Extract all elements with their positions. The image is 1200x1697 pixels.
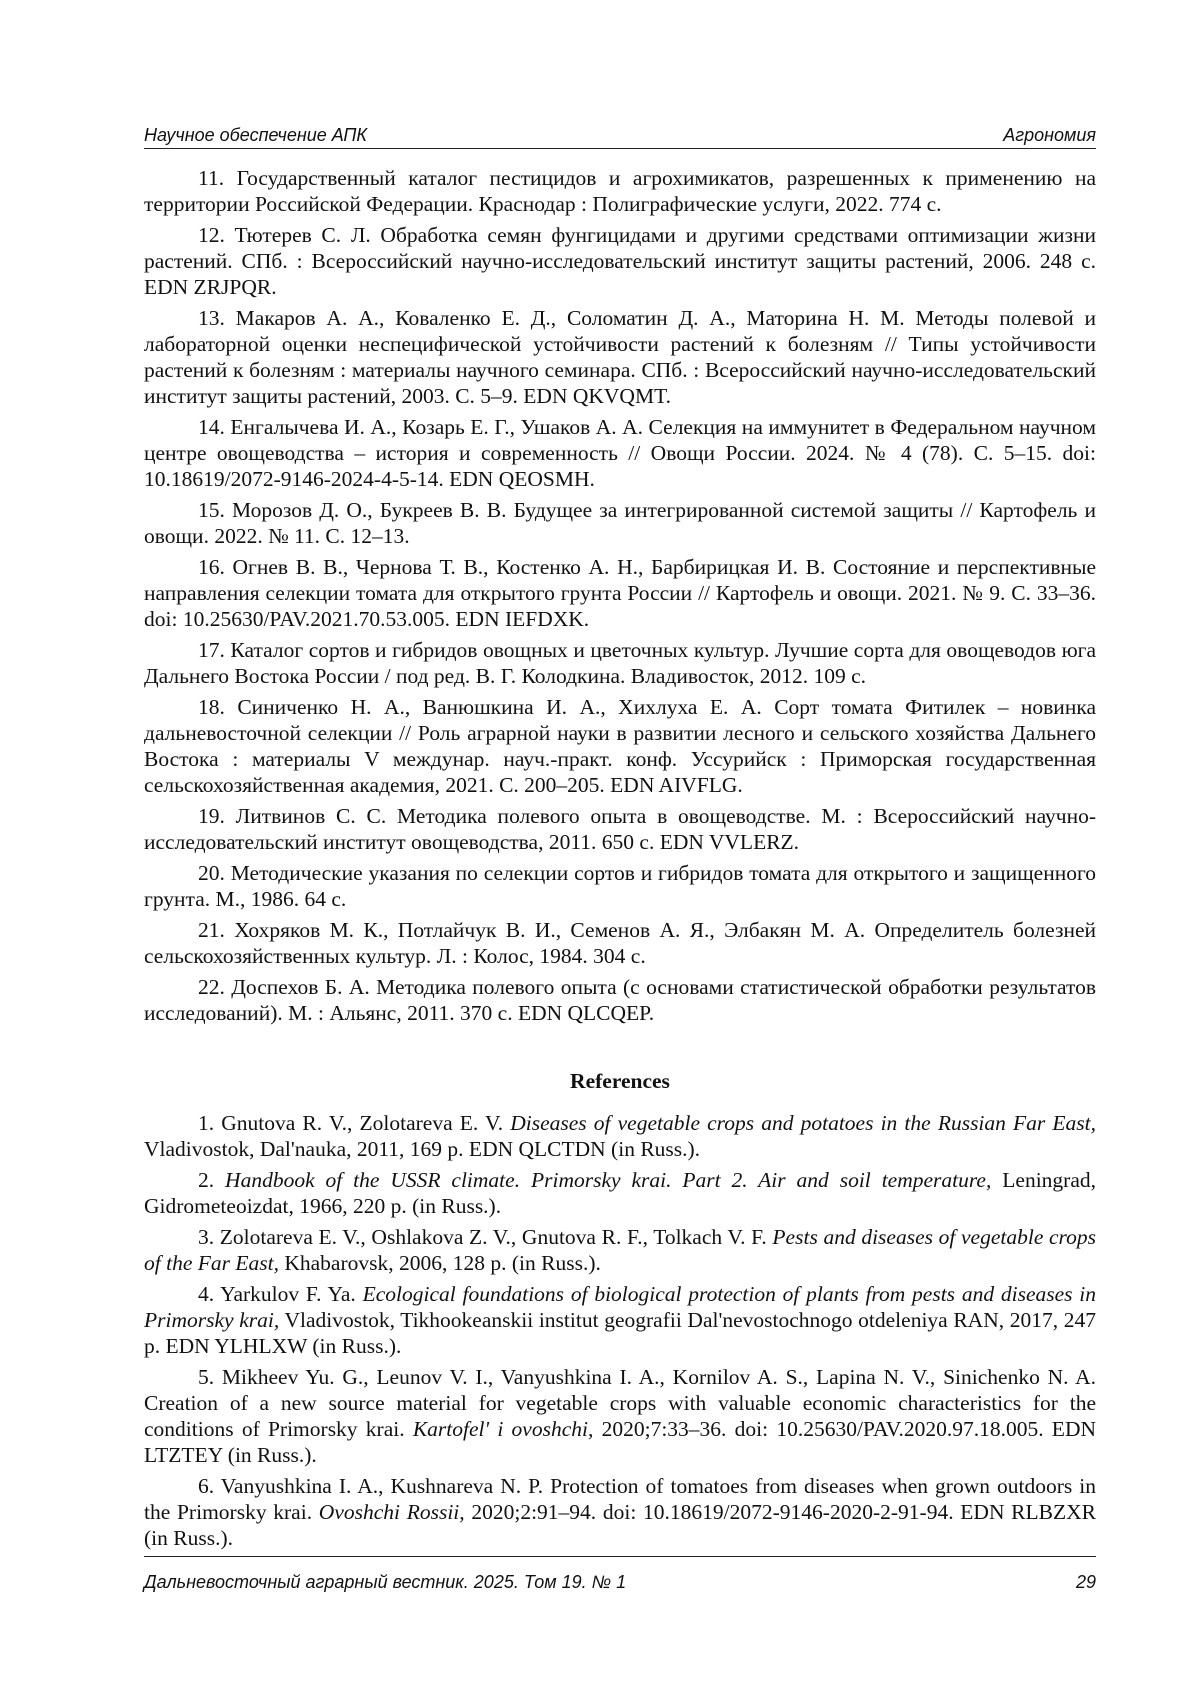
reference-en-6-authors: 6. Vanyushkina I. A., Kushnareva N. P. Protection of tomatoes from diseases when grown outdoors in the Primorsky krai. [144,1474,1096,1524]
reference-ru-14: 14. Енгалычева И. А., Козарь Е. Г., Ушаков А. А. Селекция на иммунитет в Федеральном научном центре овощеводства – история и современность // Овощи России. 2024. № 4 (78). С. 5–15. doi: 10.18619/2072-9146-2024-4-5-14. EDN QEOSMH. [144,415,1096,491]
page-number: 29 [1075,1572,1096,1592]
reference-ru-20: 20. Методические указания по селекции сортов и гибридов томата для открытого и защищенного грунта. М., 1986. 64 с. [144,861,1096,911]
reference-en-3 [144,1224,1096,1276]
reference-list [144,165,1096,1556]
journal-citation: Дальневосточный аграрный вестник. 2025. Том 19. № 1 [144,1572,627,1592]
reference-en-6-journal: Ovoshchi Rossii, [318,1500,465,1524]
reference-ru-18: 18. Синиченко Н. А., Ванюшкина И. А., Хихлуха Е. А. Сорт томата Фитилек – новинка дальневосточной селекции // Роль аграрной науки в развитии лесного и сельского хозяйства Дальнего Востока : материалы V междунар. науч.-практ. конф. Уссурийск : Приморская государственная сельскохозяйственная академия, 2021. С. 200–205. EDN AIVFLG. [144,695,1096,797]
reference-en-4-title: Ecological foundations of biological protection of plants from pests and diseases in Primorsky krai, [144,1282,1097,1332]
reference-en-3-details: Khabarovsk, 2006, 128 p. (in Russ.). [278,1251,601,1275]
reference-ru-22: 22. Доспехов Б. А. Методика полевого опыта (с основами статистической обработки результатов исследований). М. : Альянс, 2011. 370 с. EDN QLCQEP. [144,975,1096,1025]
reference-en-1 [144,1110,1096,1162]
reference-en-1-details: Vladivostok, Dal'nauka, 2011, 169 p. EDN QLCTDN (in Russ.). [144,1137,701,1161]
reference-ru-13: 13. Макаров А. А., Коваленко Е. Д., Соломатин Д. А., Маторина Н. М. Методы полевой и лабораторной оценки неспецифической устойчивости растений к болезням // Типы устойчивости растений к болезням : материалы научного семинара. СПб. : Всероссийский научно-исследовательский институт защиты растений, 2003. С. 5–9. EDN QKVQMT. [144,306,1096,408]
page [144,0,1096,1697]
reference-ru-21: 21. Хохряков М. К., Потлайчук В. И., Семенов А. Я., Элбакян М. А. Определитель болезней сельскохозяйственных культур. Л. : Колос, 1984. 304 с. [144,918,1096,968]
reference-ru-19: 19. Литвинов С. С. Методика полевого опыта в овощеводстве. М. : Всероссийский научно-исследовательский институт овощеводства, 2011. 650 с. EDN VVLERZ. [144,804,1096,854]
reference-en-2 [144,1167,1096,1219]
reference-en-4-authors: 4. Yarkulov F. Ya. [198,1282,363,1306]
reference-en-4-details: Vladivostok, Tikhookeanskii institut geografii Dal'nevostochnogo otdeleniya RAN, 2017, 247 p. EDN YLHLXW (in Russ.). [144,1308,1097,1358]
reference-en-6-details: 2020;2:91–94. doi: 10.18619/2072-9146-2020-2-91-94. EDN RLBZXR (in Russ.). [144,1500,1096,1550]
running-header [144,124,1096,149]
reference-en-6 [144,1473,1096,1551]
reference-en-4 [144,1281,1096,1359]
reference-en-3-authors: 3. Zolotareva E. V., Oshlakova Z. V., Gnutova R. F., Tolkach V. F. [198,1225,773,1249]
reference-en-2-title: Handbook of the USSR climate. Primorsky krai. Part 2. Air and soil temperature, [225,1168,992,1192]
discipline-label: Агрономия [1003,125,1096,145]
reference-en-5-authors: 5. Mikheev Yu. G., Leunov V. I., Vanyushkina I. A., Kornilov A. S., Lapina N. V., Sinichenko N. A. Creation of a new source material for vegetable crops with valuable economic characteristics for the conditions of Primorsky krai. [144,1365,1096,1441]
reference-en-5-details: 2020;7:33–36. doi: 10.25630/PAV.2020.97.18.005. EDN LTZTEY (in Russ.). [144,1417,1096,1467]
reference-en-5-journal: Kartofel' i ovoshchi, [412,1417,594,1441]
reference-ru-16: 16. Огнев В. В., Чернова Т. В., Костенко А. Н., Барбирицкая И. В. Состояние и перспективные направления селекции томата для открытого грунта России // Картофель и овощи. 2021. № 9. С. 33–36. doi: 10.25630/PAV.2021.70.53.005. EDN IEFDXK. [144,555,1096,631]
reference-en-3-title: Pests and diseases of vegetable crops of the Far East, [144,1225,1096,1275]
references-heading: References [570,1069,670,1093]
journal-section-title: Научное обеспечение АПК [144,125,368,145]
reference-ru-12: 12. Тютерев С. Л. Обработка семян фунгицидами и другими средствами оптимизации жизни растений. СПб. : Всероссийский научно-исследовательский институт защиты растений, 2006. 248 с. EDN ZRJPQR. [144,223,1096,299]
reference-en-1-authors: 1. Gnutova R. V., Zolotareva E. V. [198,1111,511,1135]
reference-en-2-details: Leningrad, Gidrometeoizdat, 1966, 220 p. (in Russ.). [144,1168,1096,1218]
reference-ru-15: 15. Морозов Д. О., Букреев В. В. Будущее за интегрированной системой защиты // Картофель и овощи. 2022. № 11. С. 12–13. [144,498,1096,548]
reference-ru-11: 11. Государственный каталог пестицидов и агрохимикатов, разрешенных к применению на территории Российской Федерации. Краснодар : Полиграфические услуги, 2022. 774 с. [144,166,1096,216]
running-footer [144,1556,1096,1592]
reference-en-5 [144,1364,1096,1468]
reference-en-1-title: Diseases of vegetable crops and potatoes in the Russian Far East, [510,1111,1096,1135]
reference-en-2-authors: 2. [198,1168,226,1192]
reference-ru-17: 17. Каталог сортов и гибридов овощных и цветочных культур. Лучшие сорта для овощеводов юга Дальнего Востока России / под ред. В. Г. Колодкина. Владивосток, 2012. 109 с. [144,638,1096,688]
